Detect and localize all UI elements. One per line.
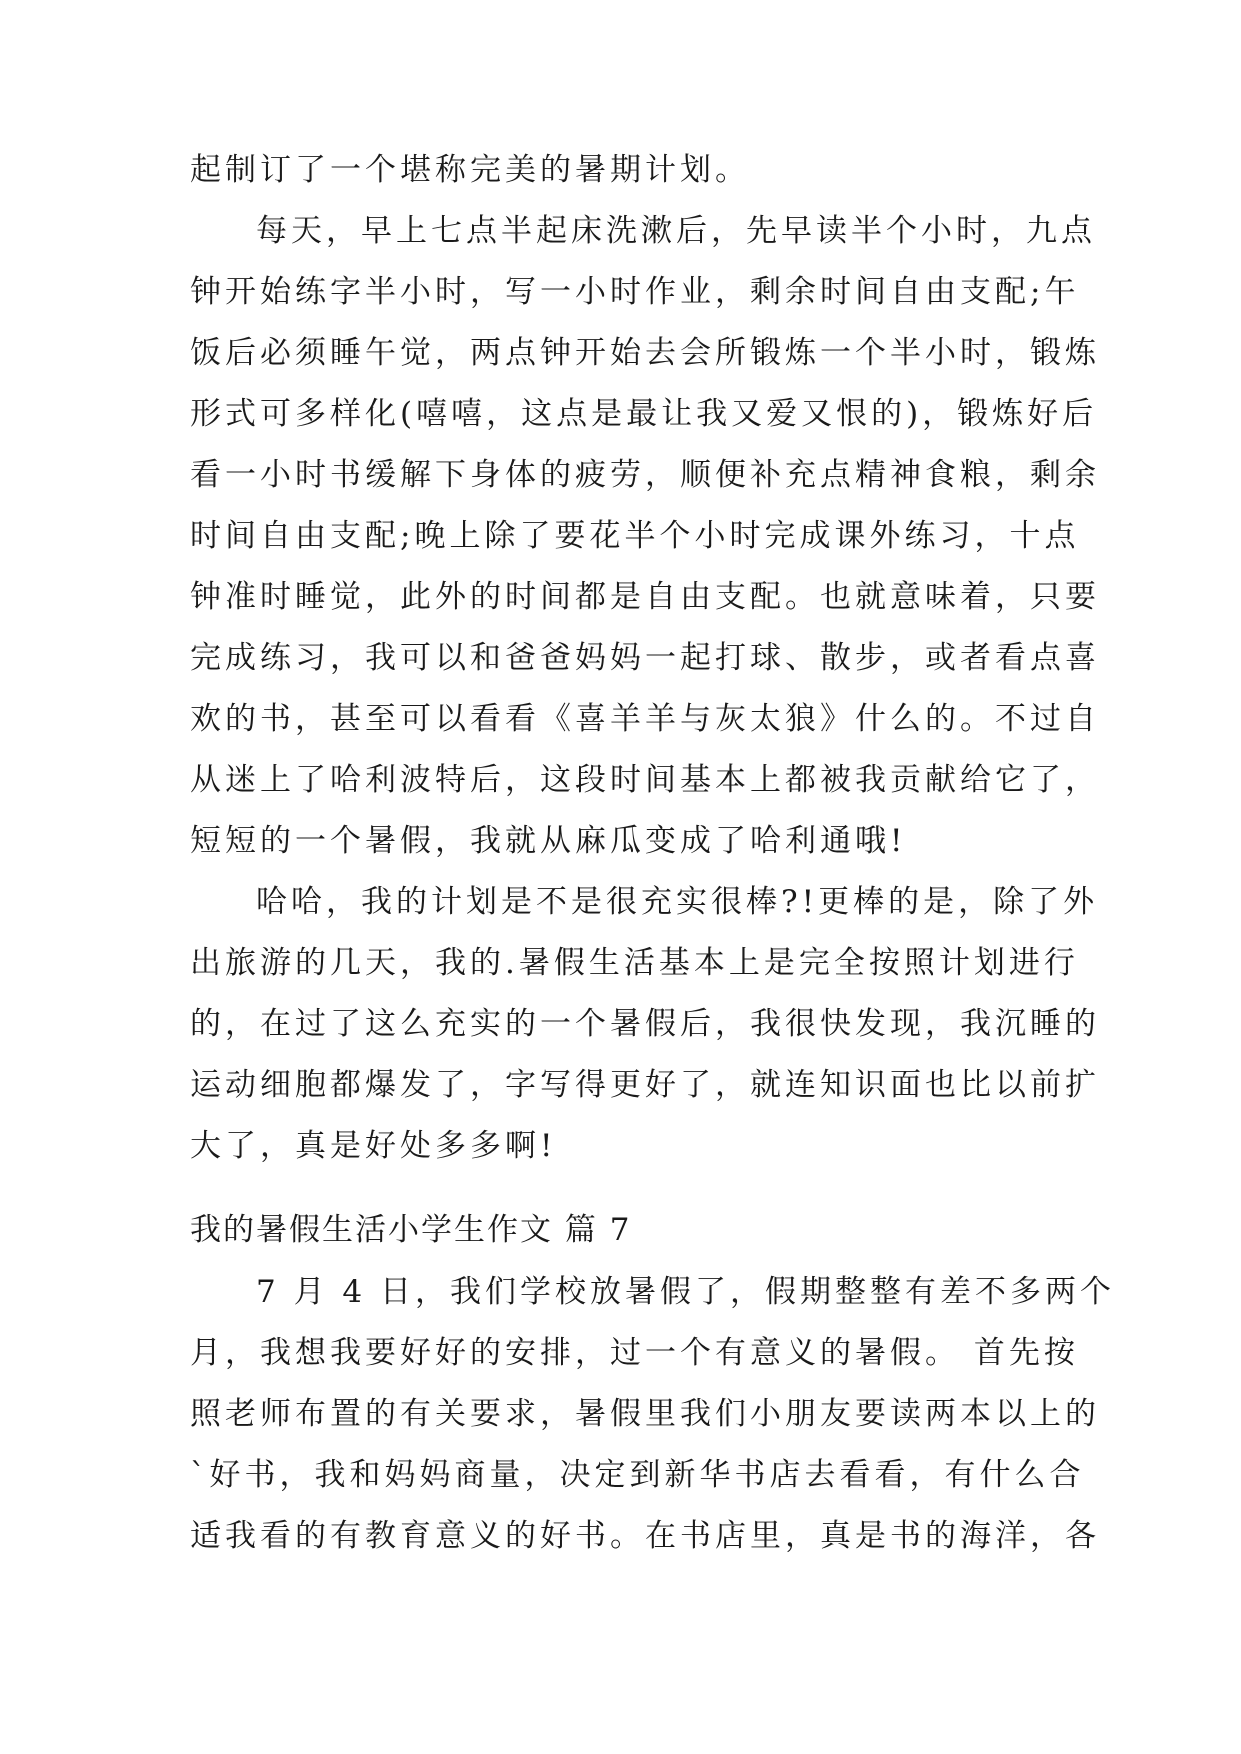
paragraph-line: 哈哈，我的计划是不是很充实很棒?!更棒的是，除了外 (256, 884, 1099, 920)
paragraph-line: `好书，我和妈妈商量，决定到新华书店去看看，有什么合 (190, 1457, 1085, 1493)
paragraph-line: 欢的书，甚至可以看看《喜羊羊与灰太狼》什么的。不过自 (190, 701, 1100, 737)
paragraph-line: 看一小时书缓解下身体的疲劳，顺便补充点精神食粮，剩余 (190, 457, 1100, 493)
paragraph-line: 月，我想我要好好的安排，过一个有意义的暑假。 首先按 (190, 1335, 1079, 1371)
paragraph-line: 完成练习，我可以和爸爸妈妈一起打球、散步，或者看点喜 (190, 640, 1100, 676)
paragraph-line: 7 月 4 日，我们学校放暑假了，假期整整有差不多两个 (256, 1274, 1116, 1310)
essay-body-continued (190, 140, 1100, 1177)
paragraph-line: 每天，早上七点半起床洗漱后，先早读半个小时，九点 (256, 213, 1096, 249)
paragraph-line: 钟准时睡觉，此外的时间都是自由支配。也就意味着，只要 (190, 579, 1100, 615)
section-heading: 我的暑假生活小学生作文 篇 7 (190, 1212, 632, 1248)
paragraph-line: 时间自由支配;晚上除了要花半个小时完成课外练习，十点 (190, 518, 1080, 554)
paragraph-line: 从迷上了哈利波特后，这段时间基本上都被我贡献给它了， (190, 762, 1100, 798)
paragraph-line: 饭后必须睡午觉，两点钟开始去会所锻炼一个半小时，锻炼 (190, 335, 1100, 371)
paragraph-line: 起制订了一个堪称完美的暑期计划。 (190, 152, 750, 188)
paragraph-line: 钟开始练字半小时，写一小时作业，剩余时间自由支配;午 (190, 274, 1080, 310)
paragraph-line: 短短的一个暑假，我就从麻瓜变成了哈利通哦! (190, 823, 907, 859)
paragraph-line: 的，在过了这么充实的一个暑假后，我很快发现，我沉睡的 (190, 1006, 1100, 1042)
paragraph-line: 大了，真是好处多多啊! (190, 1128, 557, 1164)
paragraph-line: 出旅游的几天，我的.暑假生活基本上是完全按照计划进行 (190, 945, 1079, 981)
paragraph-line: 形式可多样化(嘻嘻，这点是最让我又爱又恨的)，锻炼好后 (190, 396, 1098, 432)
paragraph-line: 运动细胞都爆发了，字写得更好了，就连知识面也比以前扩 (190, 1067, 1100, 1103)
essay-body-new (190, 1262, 1116, 1567)
paragraph-line: 照老师布置的有关要求，暑假里我们小朋友要读两本以上的 (190, 1396, 1100, 1432)
paragraph-line: 适我看的有教育意义的好书。在书店里，真是书的海洋，各 (190, 1518, 1100, 1554)
